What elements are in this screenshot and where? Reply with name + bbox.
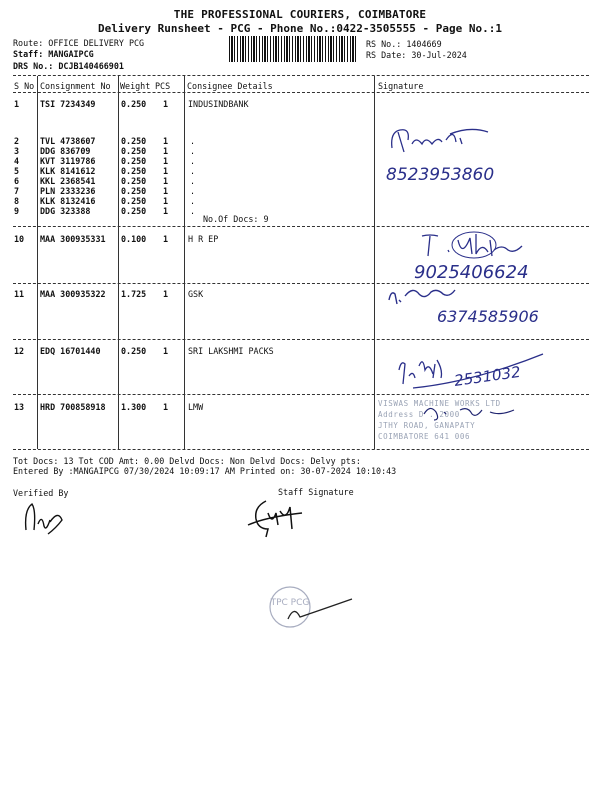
signature-row-13 bbox=[420, 402, 530, 424]
handwritten-number-4: 2531032 bbox=[453, 362, 522, 390]
col-pcs: PCS bbox=[155, 81, 171, 91]
svg-text:TPC PCG: TPC PCG bbox=[270, 598, 310, 608]
round-office-stamp bbox=[262, 583, 362, 633]
barcode bbox=[229, 36, 357, 62]
docs-count-note: No.Of Docs: 9 bbox=[203, 214, 269, 224]
company-name: THE PROFESSIONAL COURIERS, COIMBATORE bbox=[173, 8, 427, 21]
entered-by-line: Entered By :MANGAIPCG 07/30/2024 10:09:17 AM Printed on: 30-07-2024 10:10:43 bbox=[13, 466, 397, 476]
drs-number: DRS No.: DCJB140466901 bbox=[13, 61, 124, 71]
verified-by-label: Verified By bbox=[13, 488, 69, 498]
verified-by-signature bbox=[20, 500, 70, 540]
col-weight: Weight bbox=[120, 81, 151, 91]
signature-row-11 bbox=[385, 280, 575, 330]
rs-date: RS Date: 30-Jul-2024 bbox=[366, 50, 467, 60]
col-sno: S No bbox=[14, 81, 35, 91]
signature-row-10 bbox=[378, 230, 578, 286]
totals-line: Tot Docs: 13 Tot COD Amt: 0.00 Delvd Docs: Non Delvd Docs: Delvy pts: bbox=[13, 456, 361, 466]
col-consignee: Consignee Details bbox=[187, 81, 273, 91]
staff-signature bbox=[246, 495, 306, 539]
col-signature: Signature bbox=[378, 81, 424, 91]
handwritten-phone-1: 8523953860 bbox=[386, 165, 495, 185]
signature-row-12 bbox=[393, 348, 563, 394]
route-label: Route: OFFICE DELIVERY PCG bbox=[13, 38, 145, 48]
rs-number: RS No.: 1404669 bbox=[366, 39, 442, 49]
handwritten-phone-3: 6374585906 bbox=[437, 307, 539, 326]
staff-signature-label: Staff Signature bbox=[278, 487, 354, 497]
col-consignment: Consignment No bbox=[40, 81, 111, 91]
staff-label: Staff: MANGAIPCG bbox=[13, 49, 94, 59]
company-stamp: VISWAS MACHINE WORKS LTD Address D . 2000 JTHY ROAD, GANAPATY COIMBATORE 641 006 bbox=[378, 399, 501, 441]
signature-row-1-9 bbox=[380, 118, 570, 188]
handwritten-phone-2: 9025406624 bbox=[414, 262, 529, 283]
runsheet-title: Delivery Runsheet - PCG - Phone No.:0422-3505555 - Page No.:1 bbox=[98, 22, 502, 35]
